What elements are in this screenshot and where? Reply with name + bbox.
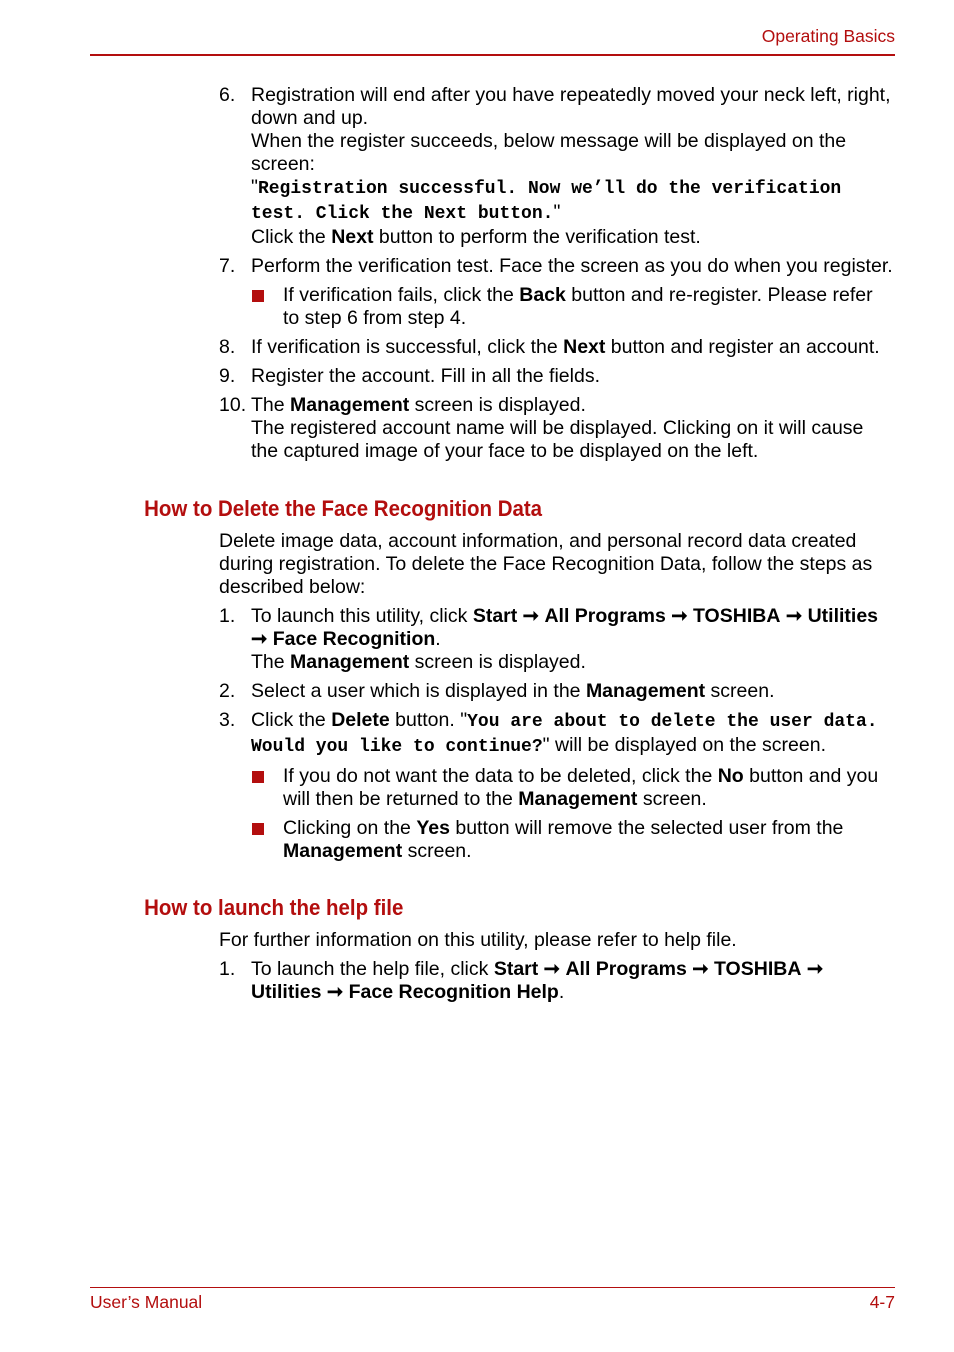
delete-step-1 bbox=[0, 605, 954, 674]
message-text bbox=[251, 176, 894, 226]
text-run: screen. bbox=[402, 840, 472, 862]
arrow-icon: ➞ bbox=[692, 958, 709, 980]
step-number: 2. bbox=[219, 680, 236, 702]
menu-path-utilities: Utilities bbox=[807, 605, 879, 627]
ui-term: Management bbox=[283, 840, 403, 862]
header-rule bbox=[90, 54, 895, 56]
ui-term: Management bbox=[585, 680, 706, 702]
text-run: . bbox=[435, 628, 441, 650]
bullet-item bbox=[0, 765, 954, 811]
ui-term: Delete bbox=[331, 709, 390, 731]
step-text: Register the account. Fill in all the fields. bbox=[251, 365, 601, 387]
help-step-1 bbox=[0, 958, 954, 1004]
bullet-square-icon bbox=[252, 771, 264, 783]
footer-manual-title: User’s Manual bbox=[90, 1292, 203, 1312]
step-number: 1. bbox=[219, 605, 236, 627]
text-run: If you do not want the data to be deleted, click the bbox=[283, 765, 718, 787]
step-text: The registered account name will be displayed. Clicking on it will cause the captured image of your face to be displayed on the left. bbox=[251, 417, 864, 462]
text-run: . bbox=[558, 981, 565, 1003]
ui-term: Back bbox=[519, 284, 566, 306]
menu-path-toshiba: TOSHIBA bbox=[714, 958, 802, 980]
section-intro: For further information on this utility, please refer to help file. bbox=[219, 929, 737, 951]
text-run: screen. bbox=[637, 788, 707, 810]
menu-path-toshiba: TOSHIBA bbox=[693, 605, 781, 627]
menu-path-face-recognition: Face Recognition bbox=[272, 628, 436, 650]
delete-step-2 bbox=[0, 680, 954, 703]
step-number: 8. bbox=[219, 336, 236, 358]
system-message: Registration successful. Now we’ll do the verification test. Click the Next button. bbox=[251, 179, 842, 224]
step-8 bbox=[0, 336, 954, 359]
quote-mark: " bbox=[251, 176, 258, 198]
step-7 bbox=[0, 255, 954, 278]
step-6 bbox=[0, 84, 954, 249]
text-run: button and register an account. bbox=[605, 336, 880, 358]
arrow-icon: ➞ bbox=[671, 605, 688, 627]
step-text bbox=[251, 651, 894, 674]
ui-term: Management bbox=[290, 651, 410, 673]
ui-term: Yes bbox=[416, 817, 450, 839]
arrow-icon: ➞ bbox=[251, 628, 268, 650]
bullet-square-icon bbox=[252, 290, 264, 302]
menu-path-start: Start bbox=[472, 605, 518, 627]
menu-path-utilities: Utilities bbox=[251, 981, 322, 1003]
section-intro: Delete image data, account information, and personal record data created during registration. To delete the Face Recognition Data, follow the steps as described below: bbox=[219, 530, 873, 598]
page-content bbox=[0, 84, 954, 1004]
text-run: screen is displayed. bbox=[409, 394, 586, 416]
ui-term: No bbox=[717, 765, 744, 787]
step-text: Perform the verification test. Face the screen as you do when you register. bbox=[251, 255, 893, 277]
arrow-icon: ➞ bbox=[806, 958, 824, 980]
footer-rule bbox=[90, 1287, 895, 1288]
ui-term: Management bbox=[518, 788, 638, 810]
arrow-icon: ➞ bbox=[785, 605, 803, 627]
quote-mark: " bbox=[553, 201, 561, 223]
arrow-icon: ➞ bbox=[543, 958, 561, 980]
system-message: You are about to delete the user data. Would you like to continue? bbox=[251, 712, 878, 757]
text-run: Click the bbox=[251, 226, 332, 248]
text-run: The bbox=[251, 651, 291, 673]
step-text bbox=[251, 226, 894, 249]
section-heading: How to launch the help file bbox=[144, 895, 404, 920]
arrow-icon: ➞ bbox=[326, 981, 344, 1003]
text-run: " will be displayed on the screen. bbox=[542, 734, 826, 756]
ui-term: Management bbox=[290, 394, 410, 416]
step-text bbox=[251, 394, 894, 417]
text-run: screen. bbox=[705, 680, 775, 702]
menu-path-all-programs: All Programs bbox=[544, 605, 666, 627]
ui-term: Next bbox=[563, 336, 606, 358]
bullet-item bbox=[0, 817, 954, 863]
step-number: 9. bbox=[219, 365, 236, 387]
ui-term: Next bbox=[331, 226, 374, 248]
page-number: 4-7 bbox=[869, 1292, 895, 1312]
menu-path-all-programs: All Programs bbox=[565, 958, 687, 980]
text-run: Select a user which is displayed in the bbox=[251, 680, 586, 702]
delete-step-3 bbox=[0, 709, 954, 759]
text-run: screen is displayed. bbox=[409, 651, 586, 673]
step-text: When the register succeeds, below message will be displayed on the screen: bbox=[251, 130, 847, 175]
text-run: If verification fails, click the bbox=[283, 284, 520, 306]
text-run: Click the bbox=[251, 709, 332, 731]
step-number: 10. bbox=[219, 394, 247, 416]
bullet-item bbox=[0, 284, 954, 330]
section-heading: How to Delete the Face Recognition Data bbox=[144, 496, 543, 521]
text-run: button. " bbox=[389, 709, 468, 731]
step-9 bbox=[0, 365, 954, 388]
text-run: If verification is successful, click the bbox=[251, 336, 564, 358]
running-title: Operating Basics bbox=[761, 26, 895, 46]
menu-path-face-recognition-help: Face Recognition Help bbox=[348, 981, 559, 1003]
text-run: button and you will then be returned to the bbox=[283, 765, 879, 810]
step-number: 3. bbox=[219, 709, 236, 731]
text-run: button and re-register. Please refer to step 6 from step 4. bbox=[283, 284, 873, 329]
step-number: 6. bbox=[219, 84, 236, 106]
menu-path-start: Start bbox=[493, 958, 539, 980]
text-run: The bbox=[251, 394, 291, 416]
bullet-square-icon bbox=[252, 823, 264, 835]
step-10 bbox=[0, 394, 954, 463]
text-run: Clicking on the bbox=[283, 817, 417, 839]
text-run: button to perform the verification test. bbox=[373, 226, 701, 248]
step-text: Registration will end after you have repeatedly moved your neck left, right, down and up. bbox=[251, 84, 891, 129]
text-run: button will remove the selected user from the bbox=[449, 817, 844, 839]
text-run: To launch the help file, click bbox=[251, 958, 494, 980]
step-number: 1. bbox=[219, 958, 236, 980]
arrow-icon: ➞ bbox=[522, 605, 540, 627]
step-number: 7. bbox=[219, 255, 236, 277]
step-text bbox=[251, 605, 894, 651]
text-run: To launch this utility, click bbox=[251, 605, 473, 627]
